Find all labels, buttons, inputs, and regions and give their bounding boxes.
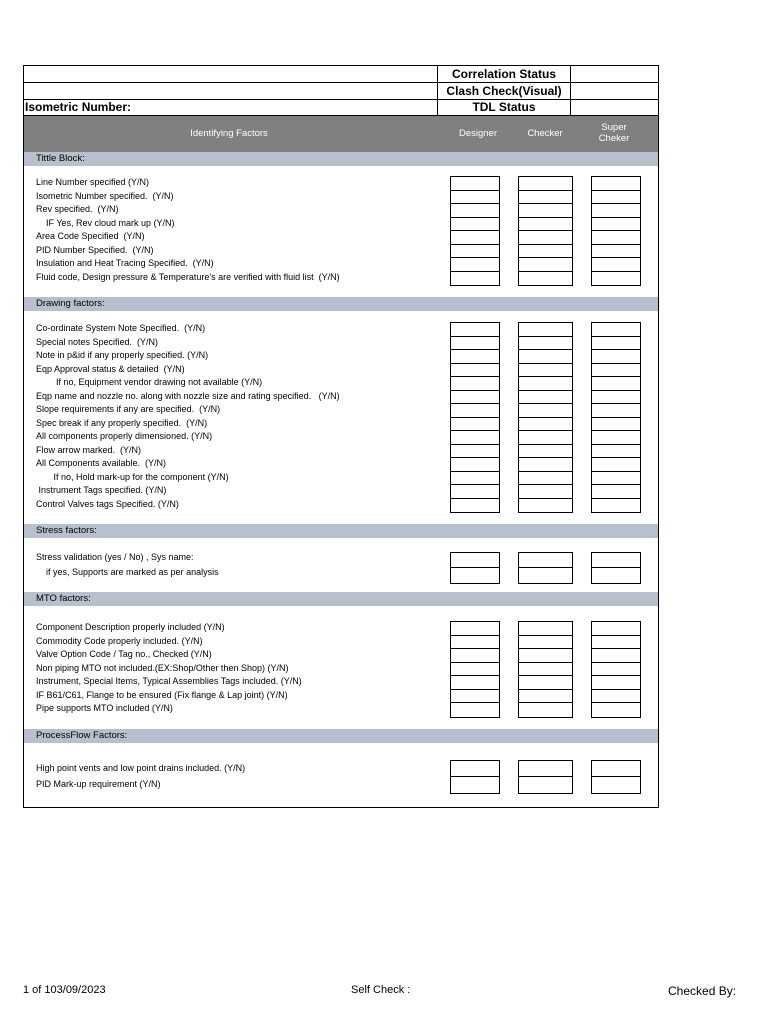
- checklist-item: Instrument Tags specified. (Y/N): [36, 485, 167, 495]
- designer-check-box[interactable]: [451, 553, 499, 568]
- checklist-item: IF Yes, Rev cloud mark up (Y/N): [36, 217, 175, 228]
- designer-check-box[interactable]: [451, 218, 499, 232]
- super-checker-check-box[interactable]: [592, 404, 640, 418]
- checker-check-box[interactable]: [519, 777, 572, 793]
- checker-check-box[interactable]: [519, 177, 572, 191]
- identifying-factors-heading: Identifying Factors: [190, 128, 268, 139]
- super-checker-check-box[interactable]: [592, 231, 640, 245]
- tdl-status-label: TDL Status: [437, 99, 571, 115]
- super-checker-check-box[interactable]: [592, 690, 640, 704]
- checker-check-box[interactable]: [519, 485, 572, 499]
- checker-check-box[interactable]: [519, 553, 572, 568]
- checker-check-box[interactable]: [519, 472, 572, 486]
- designer-check-box[interactable]: [451, 622, 499, 636]
- checker-check-box[interactable]: [519, 258, 572, 272]
- checker-check-box[interactable]: [519, 350, 572, 364]
- designer-check-box[interactable]: [451, 258, 499, 272]
- super-heading-line2: Cheker: [598, 133, 630, 144]
- section-header: Stress factors:: [24, 524, 658, 538]
- checklist-item: PID Mark-up requirement (Y/N): [36, 779, 161, 789]
- designer-check-box[interactable]: [451, 245, 499, 259]
- super-checker-check-box[interactable]: [592, 191, 640, 205]
- super-checker-check-box[interactable]: [592, 676, 640, 690]
- designer-check-box[interactable]: [451, 391, 499, 405]
- checklist-item: Instrument, Special Items, Typical Assemblies Tags included. (Y/N): [36, 676, 302, 686]
- designer-check-box[interactable]: [451, 191, 499, 205]
- clash-check-label: Clash Check(Visual): [437, 83, 571, 99]
- checker-check-box[interactable]: [519, 391, 572, 405]
- checklist-item: Eqp name and nozzle no. along with nozzle size and rating specified. (Y/N): [36, 390, 340, 401]
- designer-check-box[interactable]: [451, 676, 499, 690]
- super-checker-check-box[interactable]: [592, 458, 640, 472]
- super-checker-check-box[interactable]: [592, 663, 640, 677]
- checker-check-box[interactable]: [519, 231, 572, 245]
- checklist-item: Commodity Code properly included. (Y/N): [36, 635, 203, 646]
- super-checker-check-box[interactable]: [592, 364, 640, 378]
- checklist-item: Stress validation (yes / No) , Sys name:: [36, 552, 194, 562]
- checklist-item: Note in p&id if any properly specified. (Y/N): [36, 350, 209, 360]
- super-checker-check-box[interactable]: [592, 204, 640, 218]
- checker-check-box[interactable]: [519, 191, 572, 205]
- checker-check-box[interactable]: [519, 218, 572, 232]
- page-footer-left: 1 of 103/09/2023: [23, 984, 106, 996]
- designer-check-box[interactable]: [451, 458, 499, 472]
- isometric-number-label: Isometric Number:: [25, 100, 132, 114]
- designer-check-box[interactable]: [451, 418, 499, 432]
- super-checker-check-box[interactable]: [592, 431, 640, 445]
- checklist-item: If no, Equipment vendor drawing not available (Y/N): [36, 377, 263, 387]
- checked-by-label: Checked By:: [668, 984, 737, 998]
- section-header: ProcessFlow Factors:: [24, 729, 658, 743]
- designer-check-box[interactable]: [451, 350, 499, 364]
- checker-check-box[interactable]: [519, 377, 572, 391]
- designer-check-box[interactable]: [451, 377, 499, 391]
- checklist-item: Rev specified. (Y/N): [36, 204, 119, 214]
- section-header: Tittle Block:: [24, 152, 658, 166]
- checklist-item: Co-ordinate System Note Specified. (Y/N): [36, 323, 206, 333]
- checker-check-box[interactable]: [519, 404, 572, 418]
- designer-check-box[interactable]: [451, 485, 499, 499]
- super-checker-check-box[interactable]: [592, 636, 640, 650]
- checker-check-box[interactable]: [519, 676, 572, 690]
- checker-check-box[interactable]: [519, 568, 572, 583]
- clash-check-row: [24, 83, 658, 100]
- checklist-item: Line Number specified (Y/N): [36, 177, 150, 187]
- checker-check-box[interactable]: [519, 499, 572, 513]
- super-checker-check-box[interactable]: [592, 553, 640, 568]
- super-checker-check-box[interactable]: [592, 218, 640, 232]
- designer-check-column: [450, 621, 500, 718]
- designer-check-box[interactable]: [451, 499, 499, 513]
- designer-check-column: [450, 760, 500, 794]
- super-heading-line1: Super: [601, 122, 627, 133]
- checklist-item: High point vents and low point drains included. (Y/N): [36, 763, 246, 773]
- super-checker-check-box[interactable]: [592, 350, 640, 364]
- super-checker-check-box[interactable]: [592, 272, 640, 286]
- checklist-item: All components properly dimensioned. (Y/N): [36, 431, 213, 441]
- checker-check-column: [518, 621, 573, 718]
- designer-check-box[interactable]: [451, 690, 499, 704]
- designer-check-box[interactable]: [451, 445, 499, 459]
- super-checker-check-box[interactable]: [592, 445, 640, 459]
- designer-check-box[interactable]: [451, 649, 499, 663]
- checklist-item: All Components available. (Y/N): [36, 458, 167, 468]
- checker-check-box[interactable]: [519, 703, 572, 717]
- checklist-item: Component Description properly included (Y/N): [36, 622, 225, 632]
- checker-check-box[interactable]: [519, 204, 572, 218]
- super-checker-check-box[interactable]: [592, 499, 640, 513]
- checklist-item: PID Number Specified. (Y/N): [36, 244, 154, 255]
- super-checker-check-column: [591, 552, 641, 584]
- checklist-item: Valve Option Code / Tag no., Checked (Y/N): [36, 649, 212, 659]
- section-header: MTO factors:: [24, 592, 658, 606]
- designer-check-box[interactable]: [451, 337, 499, 351]
- super-checker-check-column: [591, 322, 641, 513]
- checker-check-column: [518, 760, 573, 794]
- checklist-item: If no, Hold mark-up for the component (Y/N): [36, 471, 229, 482]
- designer-check-column: [450, 552, 500, 584]
- super-checker-check-box[interactable]: [592, 377, 640, 391]
- checker-check-box[interactable]: [519, 323, 572, 337]
- column-header-bar: [24, 116, 658, 152]
- super-checker-check-box[interactable]: [592, 391, 640, 405]
- super-checker-check-box[interactable]: [592, 245, 640, 259]
- super-checker-check-box[interactable]: [592, 177, 640, 191]
- self-check-label: Self Check :: [351, 984, 411, 996]
- super-checker-check-column: [591, 176, 641, 286]
- checker-check-box[interactable]: [519, 690, 572, 704]
- checklist-item: if yes, Supports are marked as per analysis: [36, 567, 219, 577]
- designer-check-box[interactable]: [451, 568, 499, 583]
- designer-check-column: [450, 322, 500, 513]
- designer-check-box[interactable]: [451, 703, 499, 717]
- checklist-item: Insulation and Heat Tracing Specified. (Y/N): [36, 258, 214, 268]
- checker-check-column: [518, 552, 573, 584]
- checker-check-column: [518, 322, 573, 513]
- designer-check-box[interactable]: [451, 472, 499, 486]
- checker-check-box[interactable]: [519, 272, 572, 286]
- correlation-status-label: Correlation Status: [437, 66, 571, 82]
- checker-check-column: [518, 176, 573, 286]
- super-checker-check-box[interactable]: [592, 777, 640, 793]
- checklist-item: Slope requirements if any are specified. (Y/N): [36, 404, 221, 414]
- designer-check-box[interactable]: [451, 761, 499, 777]
- checklist-item: Fluid code, Design pressure & Temperature's are verified with fluid list (Y/N): [36, 271, 340, 282]
- checker-check-box[interactable]: [519, 649, 572, 663]
- designer-check-box[interactable]: [451, 431, 499, 445]
- checklist-item: Special notes Specified. (Y/N): [36, 336, 159, 347]
- checklist-item: Pipe supports MTO included (Y/N): [36, 703, 173, 713]
- checker-check-box[interactable]: [519, 663, 572, 677]
- super-checker-check-box[interactable]: [592, 761, 640, 777]
- checklist-item: Isometric Number specified. (Y/N): [36, 190, 174, 201]
- checker-check-box[interactable]: [519, 245, 572, 259]
- super-checker-check-column: [591, 760, 641, 794]
- tdl-row: [24, 99, 658, 116]
- super-checker-check-box[interactable]: [592, 622, 640, 636]
- designer-check-box[interactable]: [451, 404, 499, 418]
- designer-check-box[interactable]: [451, 177, 499, 191]
- checklist-item: Flow arrow marked. (Y/N): [36, 444, 142, 455]
- checker-check-box[interactable]: [519, 458, 572, 472]
- super-checker-check-box[interactable]: [592, 472, 640, 486]
- super-checker-check-box[interactable]: [592, 337, 640, 351]
- checker-check-box[interactable]: [519, 761, 572, 777]
- designer-check-box[interactable]: [451, 663, 499, 677]
- super-checker-check-column: [591, 621, 641, 718]
- checker-check-box[interactable]: [519, 418, 572, 432]
- super-checker-check-box[interactable]: [592, 485, 640, 499]
- checklist-sheet: [23, 65, 659, 808]
- checklist-item: Eqp Approval status & detailed (Y/N): [36, 363, 185, 374]
- designer-check-box[interactable]: [451, 231, 499, 245]
- section-header: Drawing factors:: [24, 297, 658, 311]
- checklist-item: Area Code Specified (Y/N): [36, 231, 145, 241]
- checker-check-box[interactable]: [519, 337, 572, 351]
- designer-check-box[interactable]: [451, 323, 499, 337]
- correlation-row: [24, 66, 658, 83]
- designer-heading: Designer: [458, 128, 498, 139]
- super-checker-check-box[interactable]: [592, 568, 640, 583]
- designer-check-box[interactable]: [451, 204, 499, 218]
- checker-check-box[interactable]: [519, 636, 572, 650]
- designer-check-box[interactable]: [451, 777, 499, 793]
- checklist-item: IF B61/C61, Flange to be ensured (Fix flange & Lap joint) (Y/N): [36, 689, 288, 700]
- checker-heading: Checker: [527, 128, 563, 139]
- designer-check-box[interactable]: [451, 636, 499, 650]
- super-checker-check-box[interactable]: [592, 649, 640, 663]
- checker-check-box[interactable]: [519, 431, 572, 445]
- super-checker-check-box[interactable]: [592, 418, 640, 432]
- checklist-item: Spec break if any properly specified. (Y/N): [36, 417, 208, 428]
- checker-check-box[interactable]: [519, 622, 572, 636]
- designer-check-column: [450, 176, 500, 286]
- super-checker-check-box[interactable]: [592, 323, 640, 337]
- checker-check-box[interactable]: [519, 364, 572, 378]
- checker-check-box[interactable]: [519, 445, 572, 459]
- checklist-item: Control Valves tags Specified. (Y/N): [36, 498, 179, 509]
- checklist-item: Non piping MTO not included.(EX:Shop/Other then Shop) (Y/N): [36, 662, 289, 673]
- super-checker-check-box[interactable]: [592, 258, 640, 272]
- designer-check-box[interactable]: [451, 272, 499, 286]
- designer-check-box[interactable]: [451, 364, 499, 378]
- super-checker-check-box[interactable]: [592, 703, 640, 717]
